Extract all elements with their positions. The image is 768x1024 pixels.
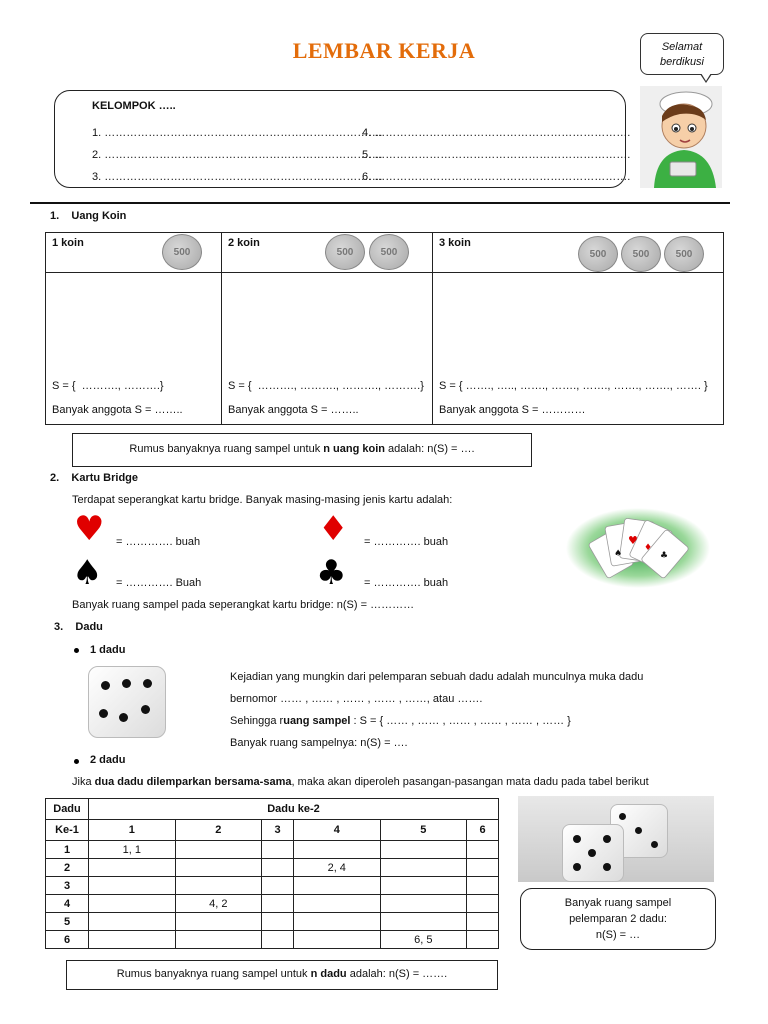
table-corner-2: Ke-1 (46, 820, 89, 841)
coin-col-1-body[interactable] (46, 273, 222, 425)
coin-col-3-body[interactable] (433, 273, 724, 425)
two-dice-label: 2 dadu (90, 754, 126, 766)
coin-col-2-header (222, 233, 433, 273)
col-header: 5 (380, 820, 467, 841)
svg-text:♠: ♠ (614, 549, 623, 559)
svg-text:♦: ♦ (644, 543, 653, 553)
table-row: 6 6, 5 (46, 931, 499, 949)
coin-col-2-body[interactable] (222, 273, 433, 425)
coin-table (45, 232, 724, 425)
coin-col-1-set: S = { ………., ……….} (52, 380, 164, 392)
divider (30, 202, 730, 204)
answer-box (520, 888, 716, 950)
coin-col-3-label: 3 koin (439, 237, 471, 249)
col-header: 2 (175, 820, 262, 841)
table-row: 1 1, 1 (46, 841, 499, 859)
member-5[interactable]: 5. ……………………………………………………………. (362, 149, 631, 161)
coin-icon: 500 (325, 234, 365, 270)
svg-text:♣: ♣ (660, 551, 669, 561)
one-die-line-2: bernomor …… , …… , …… , …… , ……, atau ……. (230, 693, 483, 705)
dice-formula-bold: n dadu (310, 968, 347, 980)
answer-line-1: Banyak ruang sampel (564, 897, 672, 909)
section-coins-heading: 1. Uang Koin (50, 210, 127, 222)
answer-line-3: n(S) = … (595, 929, 641, 941)
bubble-line-1: Selamat (661, 41, 703, 53)
die-icon (88, 666, 166, 738)
table-corner-1: Dadu (46, 799, 89, 820)
club-count: = …………. buah (364, 577, 449, 589)
coin-icon: 500 (621, 236, 661, 272)
col-header: 6 (467, 820, 499, 841)
table-header: Dadu ke-2 (89, 799, 499, 820)
coin-icon: 500 (578, 236, 618, 272)
table-row: 3 (46, 877, 499, 895)
speech-bubble (640, 33, 724, 75)
cards-sample-space: Banyak ruang sampel pada seperangkat kartu bridge: n(S) = ………… (72, 599, 415, 611)
dice-table (45, 798, 499, 949)
coin-col-1-count: Banyak anggota S = …….. (52, 404, 183, 416)
group-label: KELOMPOK ….. (92, 100, 176, 112)
coin-col-2-set: S = { ………., ………., ………., ……….} (228, 380, 424, 392)
member-3[interactable]: 3. …………………………………………………………………. (92, 171, 383, 183)
heart-icon: ♥ (74, 509, 105, 549)
member-2[interactable]: 2. …………………………………………………………………. (92, 149, 383, 161)
spade-icon: ♠ (72, 553, 103, 593)
members-right (362, 122, 630, 188)
coin-col-3-set: S = { ……., ….., ……., ……., ……., ……., ……., ……. } (439, 380, 708, 392)
one-die-text (230, 666, 722, 754)
col-header: 3 (262, 820, 294, 841)
coin-icon: 500 (369, 234, 409, 270)
coin-icon: 500 (162, 234, 202, 270)
coin-col-1-header (46, 233, 222, 273)
coin-formula-box: Rumus banyaknya ruang sampel untuk n uang koin adalah: n(S) = …. (72, 433, 532, 467)
answer-line-2: pelemparan 2 dadu: (569, 913, 667, 925)
club-icon: ♣ (316, 553, 347, 593)
two-dice-intro: Jika dua dadu dilemparkan bersama-sama, maka akan diperoleh pasangan-pasangan mata dadu pada tabel berikut (72, 776, 649, 788)
coin-col-3-count: Banyak anggota S = ………… (439, 404, 586, 416)
table-row: 2 2, 4 (46, 859, 499, 877)
svg-text:♥: ♥ (628, 534, 638, 547)
col-header: 1 (89, 820, 176, 841)
heart-count: = …………. buah (116, 536, 201, 548)
coin-col-2-count: Banyak anggota S = …….. (228, 404, 359, 416)
diamond-icon: ♦ (318, 509, 349, 549)
playing-cards-image (566, 500, 710, 590)
section-dice-heading: 3. Dadu (54, 621, 103, 633)
coin-col-3-header (433, 233, 724, 273)
members-left (92, 122, 382, 188)
cards-intro: Terdapat seperangkat kartu bridge. Banyak masing-masing jenis kartu adalah: (72, 494, 453, 506)
section-cards-heading: 2. Kartu Bridge (50, 472, 139, 484)
one-die-line-1: Kejadian yang mungkin dari pelemparan sebuah dadu adalah munculnya muka dadu (230, 671, 644, 683)
spade-count: = …………. Buah (116, 577, 202, 589)
dice-formula-box: Rumus banyaknya ruang sampel untuk n dadu adalah: n(S) = ……. (66, 960, 498, 990)
diamond-count: = …………. buah (364, 536, 449, 548)
one-die-line-4: Banyak ruang sampelnya: n(S) = …. (230, 737, 408, 749)
coin-formula-bold: n uang koin (323, 443, 385, 455)
coin-col-2-label: 2 koin (228, 237, 260, 249)
table-row: 5 (46, 913, 499, 931)
bullet-icon (74, 759, 79, 764)
coin-col-1-label: 1 koin (52, 237, 84, 249)
member-4[interactable]: 4. ……………………………………………………………. (362, 127, 631, 139)
bubble-line-2: berdikusi (659, 56, 705, 68)
coin-icon: 500 (664, 236, 704, 272)
one-die-label: 1 dadu (90, 644, 126, 656)
member-1[interactable]: 1. …………………………………………………………………. (92, 127, 383, 139)
one-die-line-3: Sehingga ruang sampel : S = { …… , …… , …… , …… , …… , …… } (230, 715, 571, 727)
col-header: 4 (293, 820, 380, 841)
member-6[interactable]: 6. ……………………………………………………………. (362, 171, 631, 183)
table-row: 4 4, 2 (46, 895, 499, 913)
two-dice-image (518, 796, 714, 882)
student-illustration (640, 86, 722, 188)
page-title: LEMBAR KERJA (292, 38, 476, 63)
bullet-icon (74, 648, 79, 653)
